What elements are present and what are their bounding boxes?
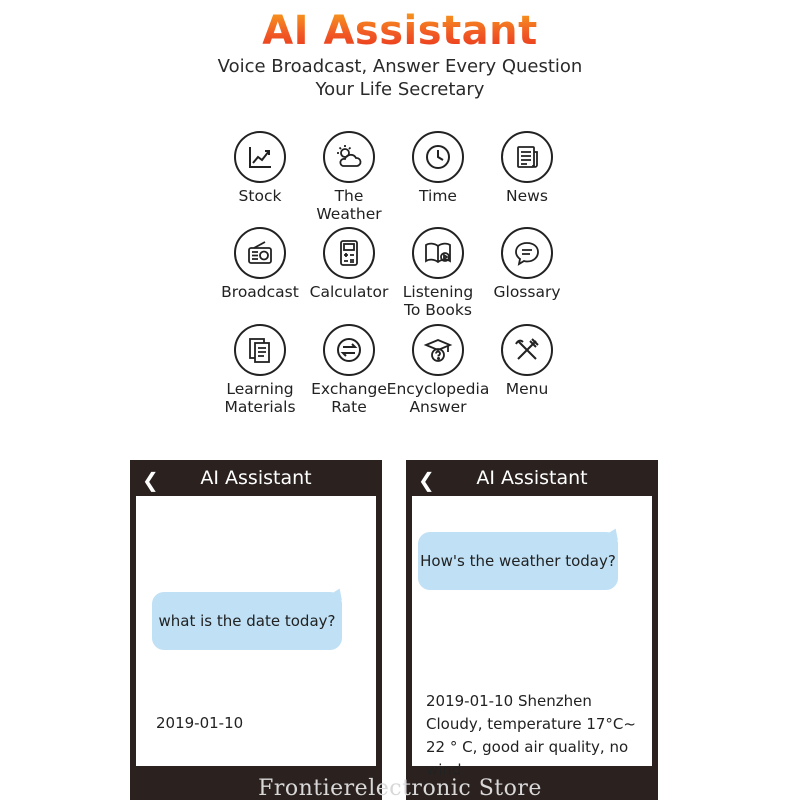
phone-header-title: AI Assistant	[200, 467, 312, 489]
subtitle-line-1: Voice Broadcast, Answer Every Question	[217, 56, 583, 77]
phone-screen-weather	[406, 460, 658, 800]
feature-label: The Weather	[316, 187, 382, 223]
back-chevron-icon[interactable]: ❮	[418, 468, 435, 492]
store-watermark: Frontierelectronic Store	[258, 776, 542, 801]
documents-icon	[234, 324, 286, 376]
exchange-icon	[323, 324, 375, 376]
phone-screen-date	[130, 460, 382, 800]
feature-menu[interactable]	[472, 324, 582, 398]
stock-chart-icon	[234, 131, 286, 183]
feature-label: Broadcast	[221, 283, 299, 301]
answer-line-1: 2019-01-10 Shenzhen	[426, 692, 592, 710]
question-bubble: what is the date today?	[152, 592, 342, 650]
answer-line-2: Cloudy, temperature 17°C~	[426, 715, 636, 733]
answer-text: 2019-01-10	[156, 714, 244, 732]
feature-label: Glossary	[493, 283, 561, 301]
weather-icon	[323, 131, 375, 183]
graduation-question-icon	[412, 324, 464, 376]
feature-label: Time	[419, 187, 457, 205]
calculator-icon	[323, 227, 375, 279]
phone-header	[406, 460, 658, 496]
audiobook-icon	[412, 227, 464, 279]
answer-line-3: 22 ° C, good air quality, no wind	[426, 738, 629, 779]
fork-knife-icon	[501, 324, 553, 376]
feature-label: Encyclopedia Answer	[386, 380, 490, 416]
phone-header-title: AI Assistant	[476, 467, 588, 489]
feature-label: Menu	[505, 380, 549, 398]
question-bubble: How's the weather today?	[418, 532, 618, 590]
chat-screen	[412, 496, 652, 779]
feature-news[interactable]	[472, 131, 582, 205]
clock-icon	[412, 131, 464, 183]
back-chevron-icon[interactable]: ❮	[142, 468, 159, 492]
feature-label: Calculator	[309, 283, 389, 301]
radio-icon	[234, 227, 286, 279]
page-title: AI Assistant	[0, 8, 800, 54]
chat-bubble-icon	[501, 227, 553, 279]
news-icon	[501, 131, 553, 183]
feature-label: Learning Materials	[224, 380, 296, 416]
subtitle-line-2: Your Life Secretary	[315, 79, 485, 100]
feature-label: Stock	[238, 187, 282, 205]
feature-glossary[interactable]	[472, 227, 582, 301]
chat-screen	[136, 496, 376, 766]
feature-label: Exchange Rate	[311, 380, 387, 416]
answer-text	[426, 690, 652, 782]
feature-label: News	[506, 187, 548, 205]
phone-header	[130, 460, 382, 496]
feature-label: Listening To Books	[402, 283, 474, 319]
